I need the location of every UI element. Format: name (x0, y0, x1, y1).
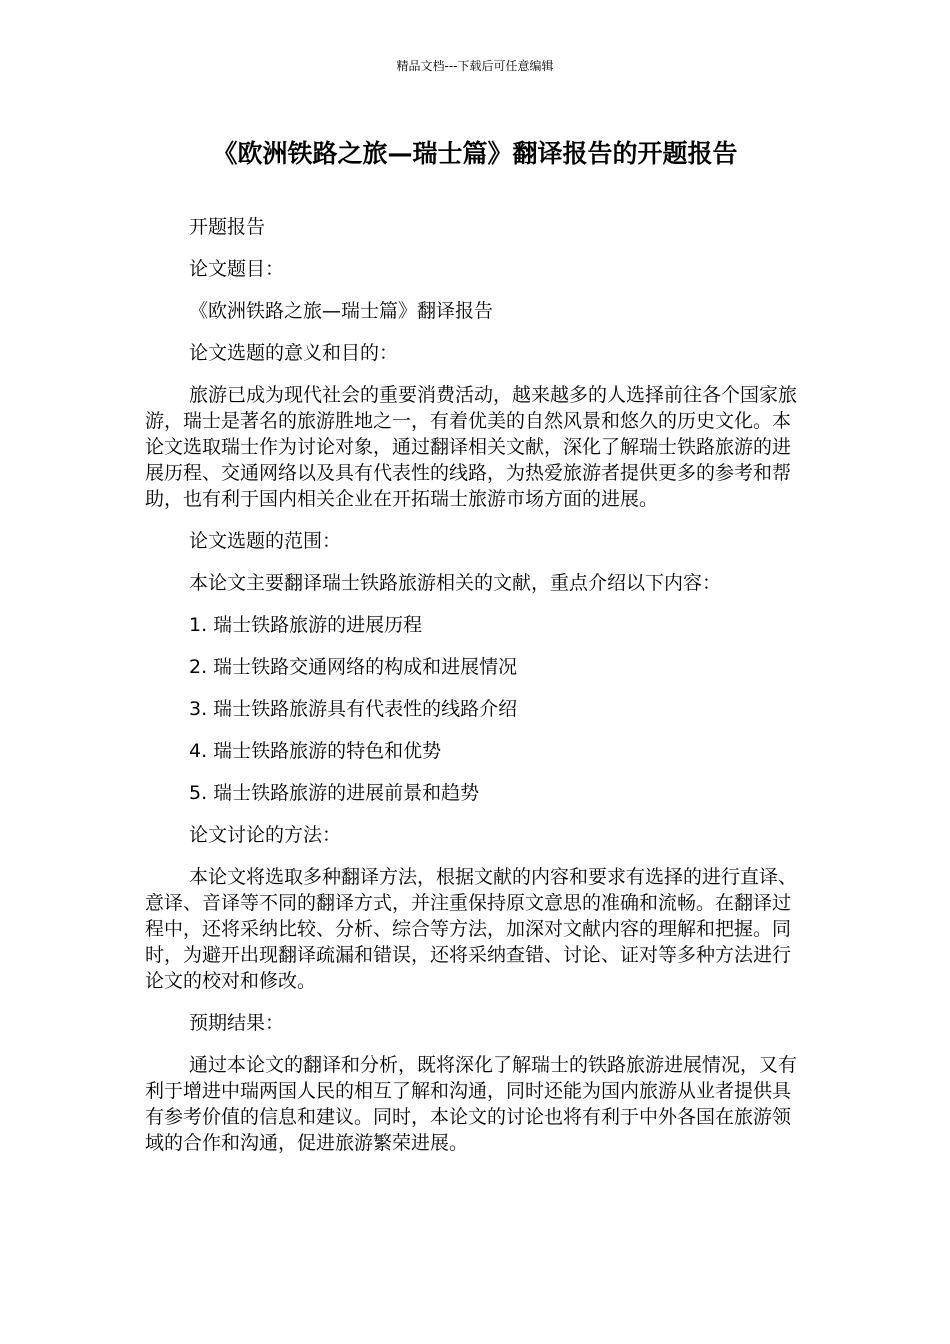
results-heading: 预期结果： (189, 1012, 285, 1034)
scope-intro: 本论文主要翻译瑞士铁路旅游相关的文献，重点介绍以下内容： (189, 572, 722, 594)
list-item: 1. 瑞士铁路旅游的进展历程 (189, 614, 423, 636)
scope-heading: 论文选题的范围： (189, 530, 342, 552)
method-heading: 论文讨论的方法： (189, 824, 342, 846)
document-title: 《欧洲铁路之旅—瑞士篇》翻译报告的开题报告 (212, 139, 738, 168)
header-note: 精品文档---下载后可任意编辑 (396, 59, 554, 73)
document-body (145, 214, 805, 1172)
results-paragraph: 通过本论文的翻译和分析，既将深化了解瑞士的铁路旅游进展情况，又有利于增进中瑞两国人民的相互了解和沟通，同时还能为国内旅游从业者提供具有参考价值的信息和建议。同时，本论文的讨论也将有利于中外各国在旅游领域的合作和沟通，促进旅游繁荣进展。 (145, 1054, 798, 1154)
purpose-heading: 论文选题的意义和目的： (189, 342, 399, 364)
section-heading-report: 开题报告 (189, 216, 266, 238)
thesis-title: 《欧洲铁路之旅—瑞士篇》翻译报告 (189, 300, 494, 322)
list-item: 2. 瑞士铁路交通网络的构成和进展情况 (189, 656, 518, 678)
thesis-title-label: 论文题目： (189, 258, 285, 280)
list-item: 5. 瑞士铁路旅游的进展前景和趋势 (189, 782, 480, 804)
list-item: 3. 瑞士铁路旅游具有代表性的线路介绍 (189, 698, 518, 720)
list-item: 4. 瑞士铁路旅游的特色和优势 (189, 740, 442, 762)
method-paragraph: 本论文将选取多种翻译方法，根据文献的内容和要求有选择的进行直译、意译、音译等不同的翻译方式，并注重保持原文意思的准确和流畅。在翻译过程中，还将采纳比较、分析、综合等方法，加深对文献内容的理解和把握。同时，为避开出现翻译疏漏和错误，还将采纳查错、讨论、证对等多种方法进行论文的校对和修改。 (145, 866, 798, 992)
purpose-paragraph: 旅游已成为现代社会的重要消费活动，越来越多的人选择前往各个国家旅游，瑞士是著名的旅游胜地之一，有着优美的自然风景和悠久的历史文化。本论文选取瑞士作为讨论对象，通过翻译相关文献，深化了解瑞士铁路旅游的进展历程、交通网络以及具有代表性的线路，为热爱旅游者提供更多的参考和帮助，也有利于国内相关企业在开拓瑞士旅游市场方面的进展。 (145, 384, 798, 510)
